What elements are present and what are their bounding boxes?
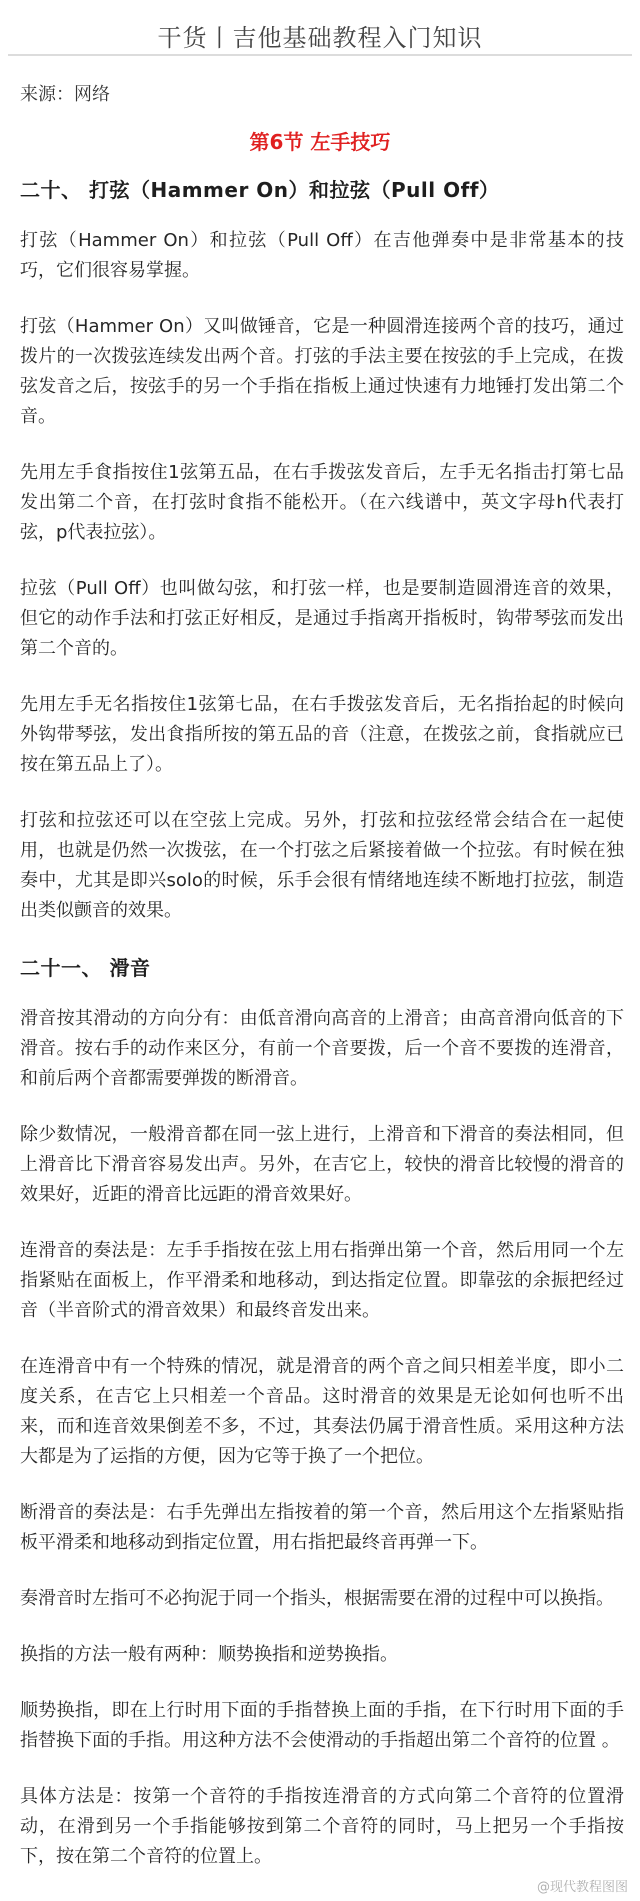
heading-slide: 二十一、 滑音 — [20, 956, 151, 980]
paragraph: 在连滑音中有一个特殊的情况，就是滑音的两个音之间只相差半度，即小二度关系，在吉它上只相差一个音品。这时滑音的效果是无论如何也听不出来，而和连音效果倒差不多，不过，其奏法仍属于滑音性质。采用这种方法大都是为了运指的方便，因为它等于换了一个把位。 — [20, 1356, 624, 1467]
paragraph: 拉弦（Pull Off）也叫做勾弦，和打弦一样，也是要制造圆滑连音的效果，但它的动作手法和打弦正好相反，是通过手指离开指板时，钩带琴弦而发出第二个音的。 — [20, 578, 624, 659]
heading-hammer-pull: 二十、 打弦（Hammer On）和拉弦（Pull Off） — [20, 178, 500, 202]
paragraph: 先用左手无名指按住1弦第七品，在右手拨弦发音后，无名指抬起的时候向外钩带琴弦，发出食指所按的第五品的音（注意，在拨弦之前，食指就应已按在第五品上了）。 — [20, 694, 624, 775]
paragraph: 先用左手食指按住1弦第五品，在右手拨弦发音后，左手无名指击打第七品发出第二个音，在打弦时食指不能松开。（在六线谱中，英文字母h代表打弦，p代表拉弦）。 — [20, 462, 624, 543]
source-line: 来源：网络 — [20, 84, 110, 105]
article-body — [20, 174, 624, 1898]
paragraph: 除少数情况，一般滑音都在同一弦上进行，上滑音和下滑音的奏法相同，但上滑音比下滑音容易发出声。另外，在吉它上，较快的滑音比较慢的滑音的效果好，近距的滑音比远距的滑音效果好。 — [20, 1124, 624, 1205]
watermark: @现代教程图图 — [536, 1880, 628, 1895]
section-title: 第6节 左手技巧 — [249, 130, 391, 154]
paragraph: 断滑音的奏法是：右手先弹出左指按着的第一个音，然后用这个左指紧贴指板平滑柔和地移动到指定位置，用右指把最终音再弹一下。 — [20, 1502, 624, 1553]
article-title: 干货丨吉他基础教程入门知识 — [157, 24, 483, 52]
paragraph: 打弦（Hammer On）又叫做锤音，它是一种圆滑连接两个音的技巧，通过拨片的一次拨弦连续发出两个音。打弦的手法主要在按弦的手上完成，在拨弦发音之后，按弦手的另一个手指在指板上通过快速有力地锤打发出第二个音。 — [20, 316, 624, 427]
paragraph: 换指的方法一般有两种：顺势换指和逆势换指。 — [20, 1644, 398, 1665]
paragraph: 滑音按其滑动的方向分有：由低音滑向高音的上滑音；由高音滑向低音的下滑音。按右手的动作来区分，有前一个音要拨，后一个音不要拨的连滑音，和前后两个音都需要弹拨的断滑音。 — [20, 1008, 624, 1089]
paragraph: 具体方法是：按第一个音符的手指按连滑音的方式向第二个音符的位置滑动，在滑到另一个手指能够按到第二个音符的同时，马上把另一个手指按下，按在第二个音符的位置上。 — [20, 1786, 624, 1867]
paragraph: 打弦和拉弦还可以在空弦上完成。另外，打弦和拉弦经常会结合在一起使用，也就是仍然一次拨弦，在一个打弦之后紧接着做一个拉弦。有时候在独奏中，尤其是即兴solo的时候，乐手会很有情绪地连续不断地打拉弦，制造出类似颤音的效果。 — [20, 810, 624, 921]
title-divider — [8, 54, 632, 56]
paragraph: 奏滑音时左指可不必拘泥于同一个指头，根据需要在滑的过程中可以换指。 — [20, 1588, 614, 1609]
paragraph: 连滑音的奏法是：左手手指按在弦上用右指弹出第一个音，然后用同一个左指紧贴在面板上，作平滑柔和地移动，到达指定位置。即靠弦的余振把经过音（半音阶式的滑音效果）和最终音发出来。 — [20, 1240, 624, 1321]
paragraph: 打弦（Hammer On）和拉弦（Pull Off）在吉他弹奏中是非常基本的技巧，它们很容易掌握。 — [20, 230, 624, 281]
paragraph: 顺势换指，即在上行时用下面的手指替换上面的手指，在下行时用下面的手指替换下面的手指。用这种方法不会使滑动的手指超出第二个音符的位置 。 — [20, 1700, 624, 1751]
